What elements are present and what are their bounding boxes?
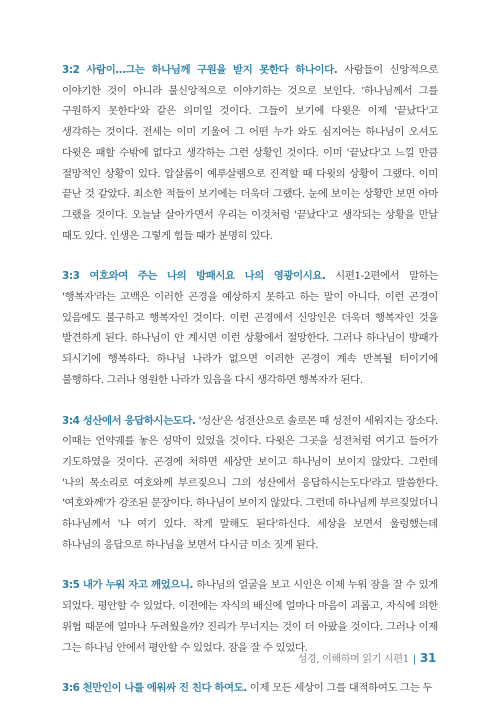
verse-heading: 3:4 성산에서 응답하시는도다. xyxy=(62,414,196,427)
verse-body: 하나님의 얼굴을 보고 시인은 이제 누워 잠을 잘 수 있게 되었다. 평안할 수 있었다. 이전에는 자식의 배신에 얼마나 마음이 괴롭고, 자식에 의한 위협 때문에 얼마나 두려웠을까? 진리가 무너지는 것이 더 아팠을 것이다. 그러나 이제 그는 하나님 안에서 평안할 수 있었다. 잠을 잘 수 있었다. xyxy=(62,579,438,654)
verse-paragraph xyxy=(62,678,438,699)
verse-body: 이제 모든 세상이 그를 대적하여도 그는 두 xyxy=(246,682,433,695)
verse-body: 사람들이 신앙적으로 이야기한 것이 아니라 불신앙적으로 이야기하는 것으로 보인다. '하나님께서 그를 구원하지 못한다'와 같은 의미일 것이다. 그들이 보기에 다윗은 이제 '끝났다'고 생각하는 것이다. 전세는 이미 기울어 그 어떤 누가 와도 심지어는 하나님이 오셔도 다윗은 패할 수밖에 없다고 생각하는 그런 상황인 것이다. 이미 '끝났다'고 느낄 만큼 절망적인 상황이 있다. 압살롬이 예루살렘으로 진격할 때 다윗의 상황이 그랬다. 이미 끝난 것 같았다. 최소한 적들이 보기에는 더욱더 그랬다. 눈에 보이는 상황만 보면 아마 그랬을 것이다. 오늘날 살아가면서 우리는 이것처럼 '끝났다'고 생각되는 상황을 만날 때도 있다. 인생은 그렇게 힘들 때가 분명히 있다. xyxy=(62,64,439,242)
verse-body: '성산'은 성전산으로 솔로몬 때 성전이 세워지는 장소다. 이때는 언약궤를 놓은 성막이 있었을 것이다. 다윗은 그곳을 성전처럼 여기고 들어가 기도하였을 것이다. 곤경에 처하면 세상만 보이고 하나님이 보이지 않았다. 그런데 '나의 목소리로 여호와께 부르짖으니 그의 성산에서 응답하시는도다'라고 말씀한다. '여호와께'가 강조된 문장이다. 하나님이 보이지 않았다. 그런데 하나님께 부르짖었더니 하나님께서 '나 여기 있다. 작게 말해도 된다'하신다. 세상을 보면서 울렁했는데 하나님의 응답으로 하나님을 보면서 다시금 미소 짓게 된다. xyxy=(62,414,438,551)
verse-paragraph xyxy=(62,575,438,658)
verse-paragraph xyxy=(62,60,438,246)
verse-paragraph xyxy=(62,411,438,556)
verse-heading: 3:5 내가 누워 자고 깨었으니. xyxy=(62,579,194,592)
page-content xyxy=(62,60,438,719)
verse-section-3-4 xyxy=(62,411,438,556)
page-footer xyxy=(298,650,436,665)
verse-section-3-3 xyxy=(62,266,438,390)
verse-heading: 3:3 여호와여 주는 나의 방패시요 나의 영광이시요. xyxy=(62,270,326,283)
verse-section-3-5 xyxy=(62,575,438,658)
verse-body: 시편1-2편에서 말하는 '행복자'라는 고백은 이러한 곤경을 예상하지 못하고 하는 말이 아니다. 이런 곤경이 있음에도 불구하고 행복자인 것이다. 이런 곤경에서 신앙인은 더욱더 행복자인 것을 발견하게 된다. 하나님이 안 계시면 이런 상황에서 절망한다. 그러나 하나님이 방패가 되시기에 행복하다. 하나님 나라가 없으면 이러한 곤경이 계속 반복될 터이기에 불행하다. 그러나 영원한 나라가 있음을 다시 생각하면 행복자가 된다. xyxy=(62,270,439,386)
page-number: 31 xyxy=(419,651,436,665)
verse-heading: 3:6 천만인이 나를 에워싸 진 친다 하여도. xyxy=(62,682,247,695)
verse-heading: 3:2 사람이…그는 하나님께 구원을 받지 못한다 하나이다. xyxy=(62,64,338,76)
verse-section-3-2 xyxy=(62,60,438,246)
footer-separator: | xyxy=(412,654,416,665)
running-title: 성경, 이해하며 읽기 시편1 xyxy=(297,654,409,665)
verse-section-3-6 xyxy=(62,678,438,699)
verse-paragraph xyxy=(62,266,438,390)
